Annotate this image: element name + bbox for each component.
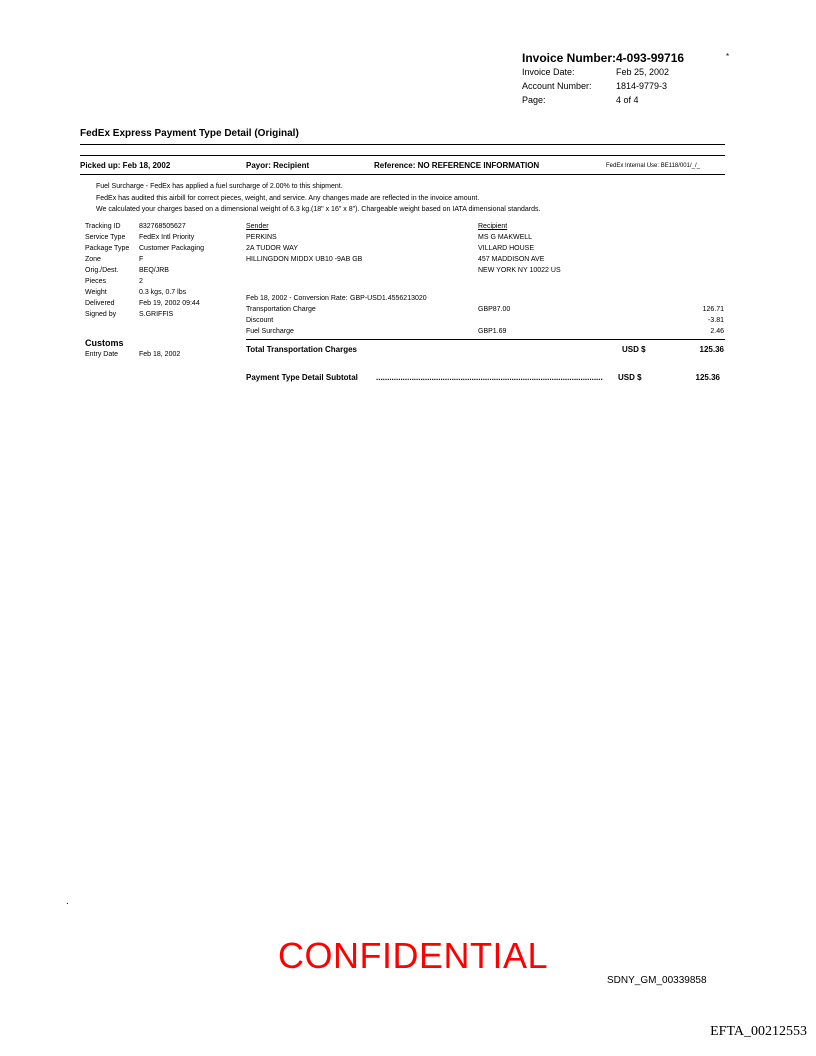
bates-number: SDNY_GM_00339858 [607,975,707,986]
detail-value: FedEx Intl Priority [139,234,195,241]
detail-label: Package Type [85,245,130,252]
conversion-label: Feb 18, 2002 - Conversion Rate: [246,295,348,302]
subtotal-leader: ...................................................................................................... [376,373,603,382]
detail-label: Service Type [85,234,126,241]
detail-label: Orig./Dest. [85,267,119,274]
charge-usd: 2.46 [710,328,724,335]
customs-entry-date-label: Entry Date [85,351,119,358]
recipient-line: VILLARD HOUSE [478,245,535,252]
charge-usd: 126.71 [702,306,724,313]
charge-label: Transportation Charge [246,306,316,313]
invoice-number: 4-093-99716 [616,51,685,65]
detail-label: Tracking ID [85,223,121,230]
detail-value: S.GRIFFIS [139,311,174,318]
total-currency: USD $ [622,345,646,354]
sender-heading: Sender [246,223,269,230]
recipient-line: 457 MADDISON AVE [478,256,545,263]
account-number-label: Account Number: [522,81,592,91]
conversion-rate: GBP-USD1.4556213020 [350,295,427,302]
payor: Payor: Recipient [246,161,310,170]
shipment-bar-top-rule [80,155,725,156]
invoice-number-label: Invoice Number: [522,51,617,65]
page-value: 4 of 4 [616,95,639,105]
sender-line: HILLINGDON MIDDX UB10 -9AB GB [246,256,363,263]
charge-usd: -3.81 [708,317,724,324]
detail-value: 2 [139,278,143,285]
picked-up: Picked up: Feb 18, 2002 [80,161,171,170]
sender-line: 2A TUDOR WAY [246,245,298,252]
detail-value: 832768505627 [139,223,186,230]
detail-value: F [139,256,144,263]
corner-mark: * [726,52,730,61]
subtotal-currency: USD $ [618,373,642,382]
note-audit: FedEx has audited this airbill for correct pieces, weight, and service. Any changes made are reflected in the invoice amount. [96,195,480,202]
note-fuel-surcharge: Fuel Surcharge - FedEx has applied a fuel surcharge of 2.00% to this shipment. [96,183,343,190]
internal-use: FedEx Internal Use: BE118/001/_/_ [606,163,700,169]
shipment-bar-bottom-rule [80,174,725,175]
detail-label: Pieces [85,278,107,285]
total-amount: 125.36 [699,345,724,354]
detail-label: Signed by [85,311,117,318]
customs-title: Customs [85,338,124,348]
section-title: FedEx Express Payment Type Detail (Original) [80,128,299,139]
detail-value: Customer Packaging [139,245,204,252]
detail-value: Feb 19, 2002 09:44 [139,300,200,307]
charge-label: Discount [246,317,274,324]
section-title-rule [80,144,725,145]
stray-dot: . [66,896,69,907]
charge-gbp: GBP87.00 [478,306,511,313]
detail-label: Weight [85,289,107,296]
detail-label: Delivered [85,300,115,307]
total-label: Total Transportation Charges [246,345,357,354]
customs-entry-date: Feb 18, 2002 [139,351,181,358]
note-dimensional-weight: We calculated your charges based on a dimensional weight of 6.3 kg.(18" x 16" x 8"). Chargeable weight based on IATA dimensional standards. [96,206,541,213]
sender-line: PERKINS [246,234,277,241]
invoice-date: Feb 25, 2002 [616,67,670,77]
account-number: 1814-9779-3 [616,81,668,91]
detail-value: 0.3 kgs, 0.7 lbs [139,289,187,296]
invoice-date-label: Invoice Date: [522,67,575,77]
page-label: Page: [522,95,546,105]
confidential-stamp: CONFIDENTIAL [278,935,549,976]
charge-label: Fuel Surcharge [246,328,294,335]
subtotal-label: Payment Type Detail Subtotal [246,373,358,382]
detail-label: Zone [85,256,101,263]
subtotal-amount: 125.36 [695,373,720,382]
recipient-heading: Recipient [478,223,508,230]
reference: Reference: NO REFERENCE INFORMATION [374,161,540,170]
recipient-line: NEW YORK NY 10022 US [478,267,561,274]
charges-rule [246,339,725,340]
recipient-line: MS G MAKWELL [478,234,533,241]
detail-value: BEQ/JRB [139,267,169,274]
charge-gbp: GBP1.69 [478,328,507,335]
efta-number: EFTA_00212553 [710,1024,807,1039]
